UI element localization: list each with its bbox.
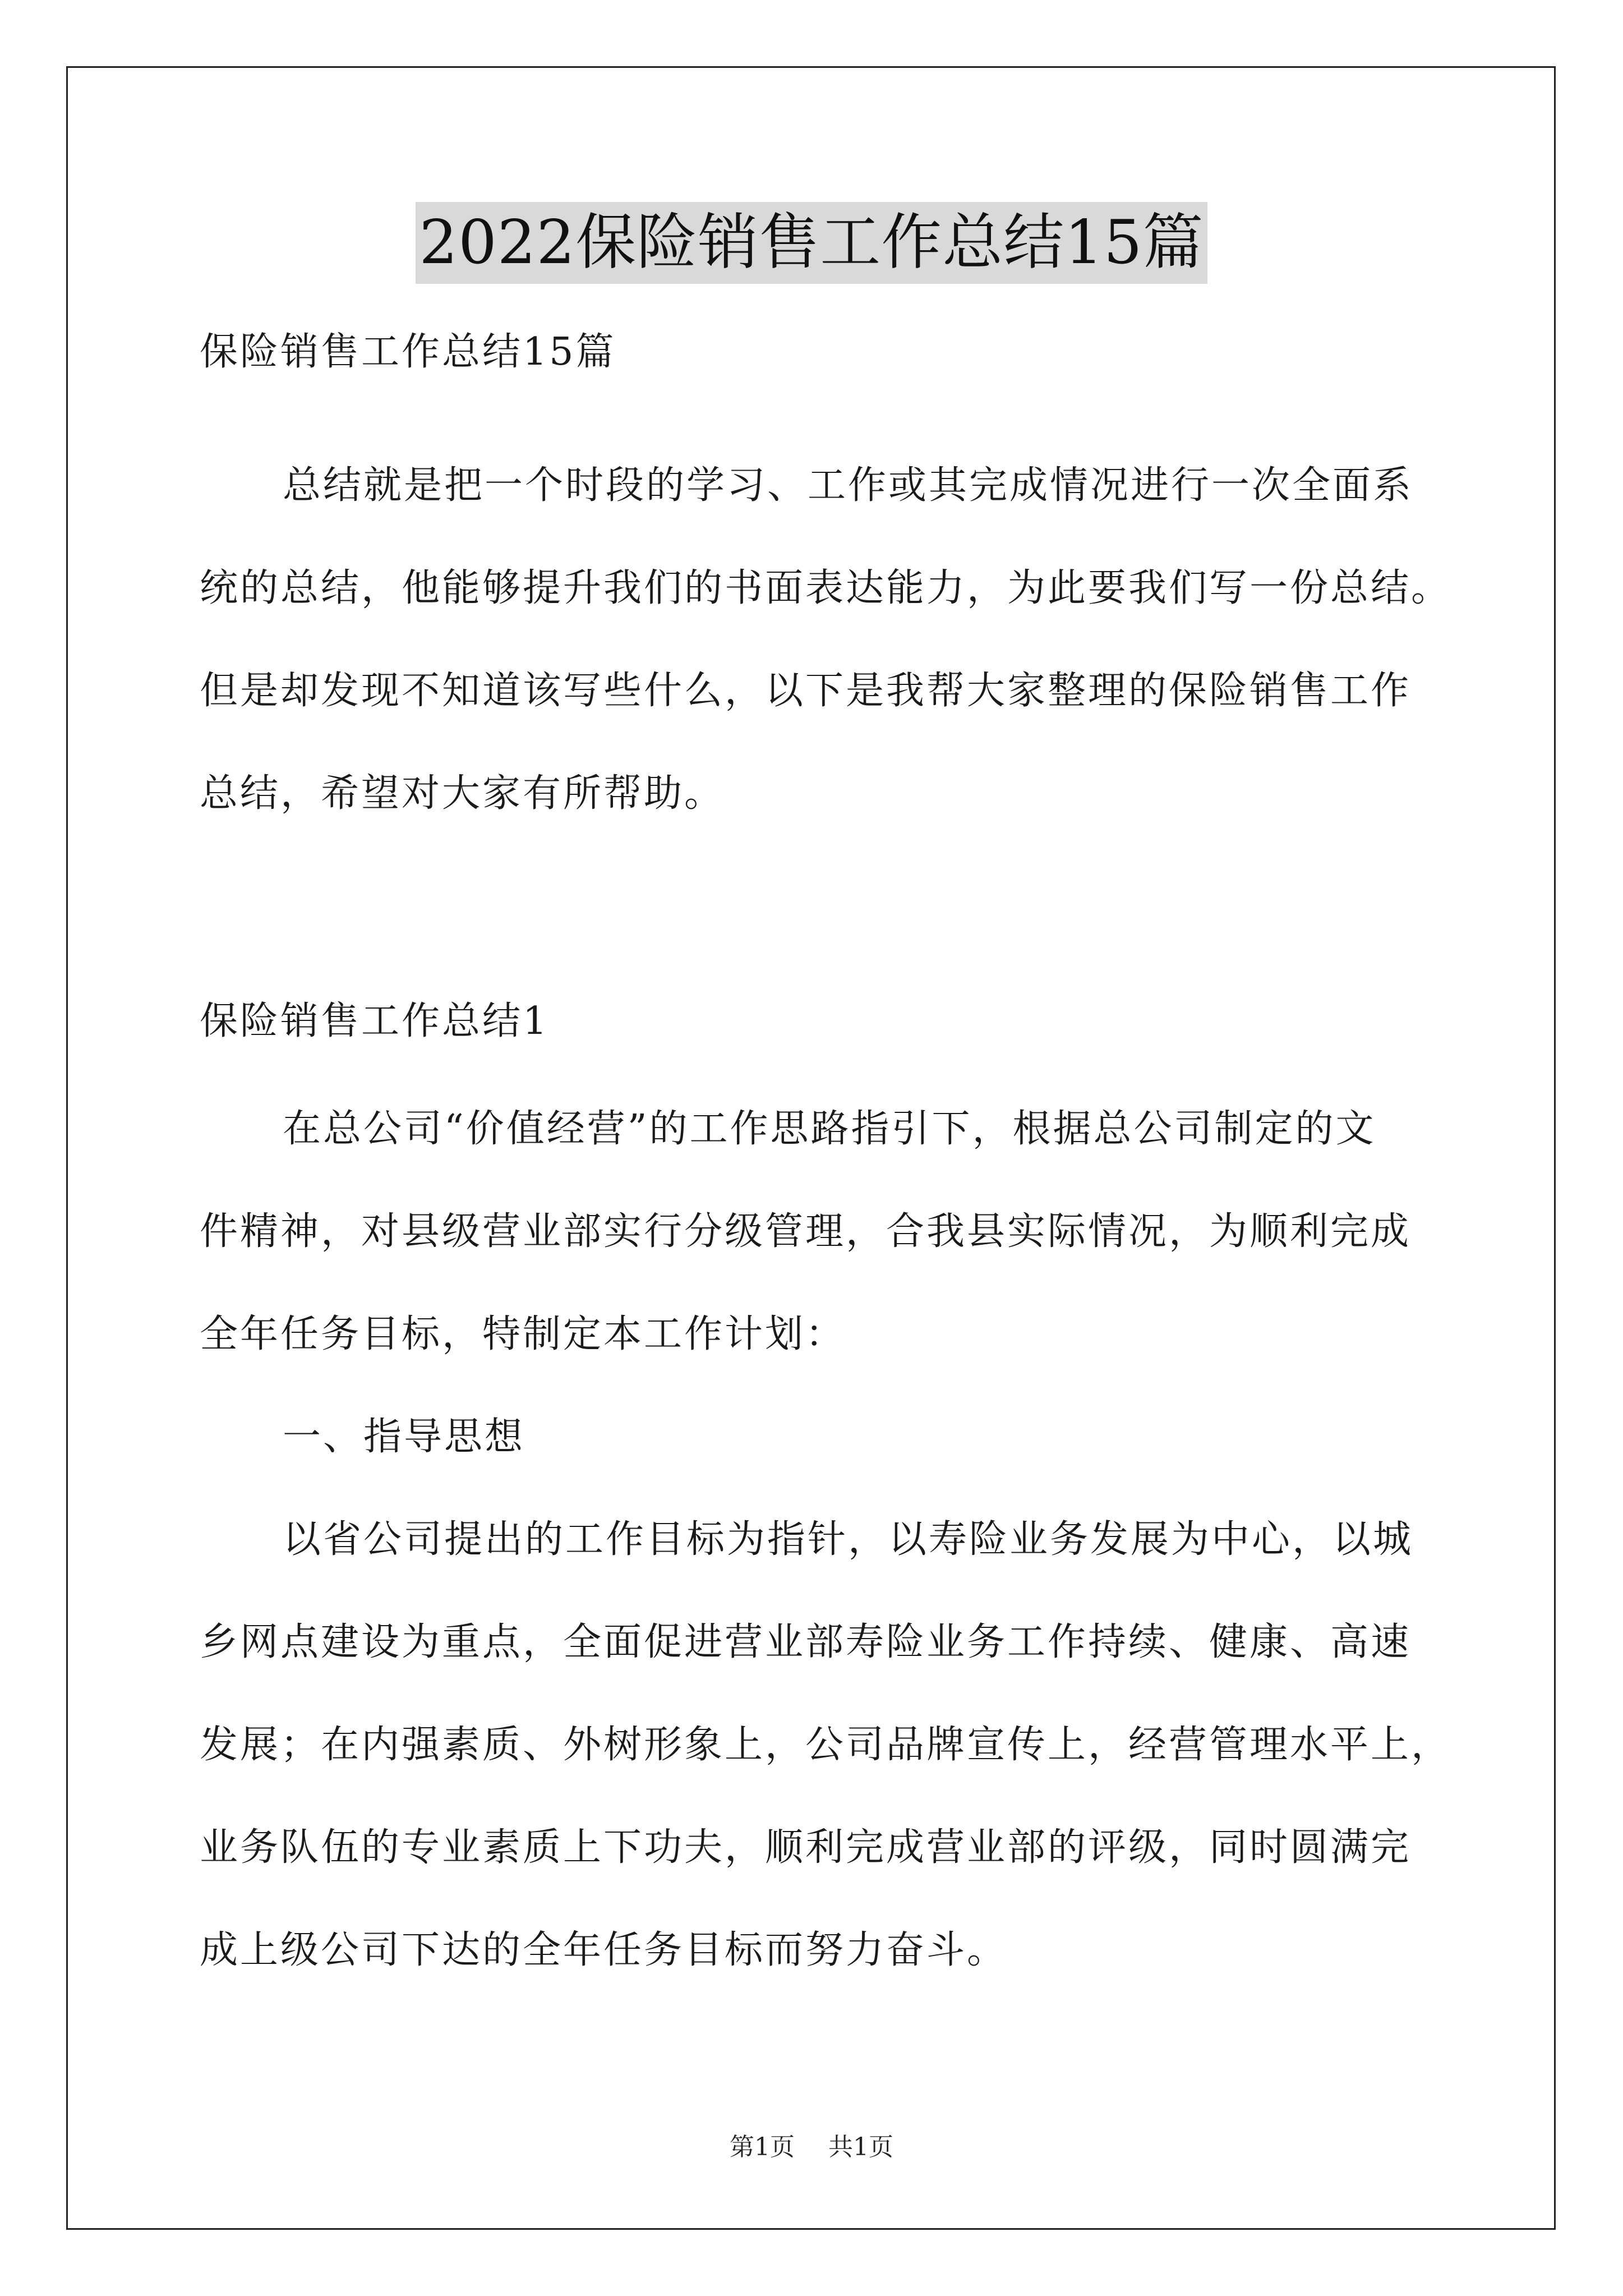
intro-line: 总结，希望对大家有所帮助。 (200, 771, 725, 816)
page-footer (0, 2131, 1623, 2164)
paragraph-line: 成上级公司下达的全年任务目标而努力奋斗。 (200, 1928, 1008, 1972)
intro-line: 统的总结，他能够提升我们的书面表达能力，为此要我们写一份总结。 (200, 566, 1452, 610)
page-total: 共1页 (828, 2133, 893, 2161)
section-paragraph-1 (200, 1078, 1452, 2001)
subtitle-block (200, 301, 1433, 403)
paragraph-line: 以省公司提出的工作目标为指针，以寿险业务发展为中心，以城 (283, 1517, 1414, 1562)
paragraph-line: 在总公司“价值经营”的工作思路指引下，根据总公司制定的文 (283, 1107, 1376, 1151)
intro-paragraph (200, 434, 1452, 845)
intro-line: 但是却发现不知道该写些什么，以下是我帮大家整理的保险销售工作 (200, 669, 1412, 713)
paragraph-line: 发展；在内强素质、外树形象上，公司品牌宣传上，经营管理水平上， (200, 1723, 1452, 1767)
paragraph-line: 全年任务目标，特制定本工作计划： (200, 1312, 846, 1356)
paragraph-line: 乡网点建设为重点，全面促进营业部寿险业务工作持续、健康、高速 (200, 1620, 1412, 1664)
paragraph-line: 业务队伍的专业素质上下功夫，顺利完成营业部的评级，同时圆满完 (200, 1825, 1412, 1870)
title-container (0, 202, 1623, 284)
document-title: 2022保险销售工作总结15篇 (416, 202, 1207, 284)
document-subtitle: 保险销售工作总结15篇 (200, 330, 616, 374)
subheading: 一、指导思想 (283, 1415, 525, 1459)
section-heading: 保险销售工作总结1 (200, 999, 550, 1043)
section-heading-block (200, 970, 1433, 1073)
page-number: 第1页 (730, 2133, 795, 2161)
paragraph-line: 件精神，对县级营业部实行分级管理，合我县实际情况，为顺利完成 (200, 1209, 1412, 1254)
intro-line: 总结就是把一个时段的学习、工作或其完成情况进行一次全面系 (283, 463, 1414, 508)
